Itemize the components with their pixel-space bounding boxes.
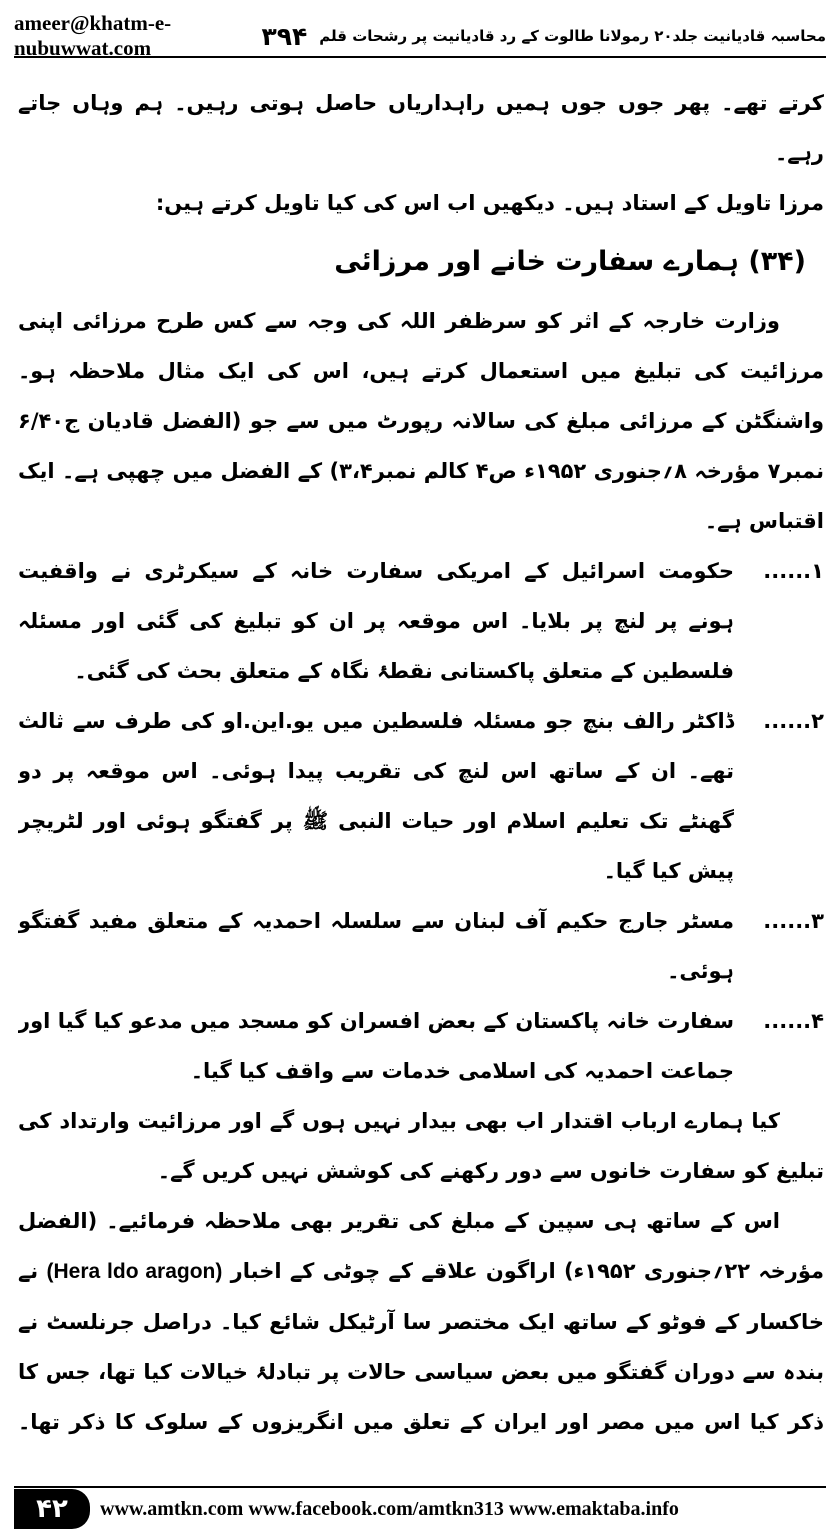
list-item-text: حکومت اسرائیل کے امریکی سفارت خانہ کے سیکرٹری نے واقفیت ہونے پر لنچ پر بلایا۔ اس موقعہ پر ان کو تبلیغ کی گئی اور مسئلہ فلسطین کے متعلق پاکستانی نقطۂ نگاہ کے متعلق بحث کی گئی۔ — [18, 559, 734, 683]
list-item-number: ۱...... — [763, 559, 824, 583]
list-item — [18, 896, 824, 996]
page-content — [18, 78, 824, 1440]
header-email: ameer@khatm-e-nubuwwat.com — [14, 11, 172, 60]
paragraph-1: کرتے تھے۔ پھر جوں جوں ہمیں راہداریاں حاصل ہوتی رہیں۔ ہم وہاں جاتے رہے۔ — [18, 91, 824, 165]
list-item-number: ۲...... — [763, 709, 824, 733]
page-header — [14, 11, 826, 60]
footer-links: www.amtkn.com www.facebook.com/amtkn313 www.emaktaba.info — [100, 1497, 679, 1520]
page-footer — [14, 1486, 826, 1530]
paragraph-4: کیا ہمارے ارباب اقتدار اب بھی بیدار نہیں ہوں گے اور مرزائیت وارتداد کی تبلیغ کو سفارت خانوں سے دور رکھنے کی کوشش نہیں کریں گے۔ — [18, 1109, 824, 1183]
header-title-group — [262, 22, 826, 51]
paragraph-3: وزارت خارجہ کے اثر کو سرظفر اللہ کی وجہ سے کس طرح مرزائی اپنی مرزائیت کی تبلیغ میں استعمال کرتے ہیں، اس کی ایک مثال ملاحظہ ہو۔ واشنگٹن کے مرزائی مبلغ کی سالانہ رپورٹ میں سے جو (الفضل قادیان ج۶/۴۰ نمبر۷ مؤرخہ ۸؍جنوری ۱۹۵۲ء ص۴ کالم نمبر۳،۴) کے الفضل میں چھپی ہے۔ ایک اقتباس ہے۔ — [18, 309, 824, 533]
section-heading: (۳۴) ہمارے سفارت خانے اور مرزائی — [334, 246, 806, 277]
list-item-number: ۴...... — [763, 1009, 824, 1033]
paragraph-5-end: نے خاکسار کے فوٹو کے ساتھ ایک مختصر سا آرٹیکل شائع کیا۔ دراصل جرنلسٹ نے بندہ سے دوران گفتگو میں بعض سیاسی حالات پر تبادلۂ خیالات کیا تھا، جس کا ذکر کیا اس میں مصر اور ایران کے تعلق میں انگریزوں کے سلوک کا ذکر تھا۔ — [18, 1259, 824, 1434]
list-item-number: ۳...... — [763, 909, 824, 933]
list-item — [18, 996, 824, 1096]
paragraph-2: مرزا تاویل کے استاد ہیں۔ دیکھیں اب اس کی کیا تاویل کرتے ہیں: — [155, 191, 824, 215]
paragraph-5-start: اس کے ساتھ ہی سپین کے مبلغ کی تقریر بھی ملاحظہ فرمائیے۔ (الفضل مؤرخہ ۲۲؍جنوری ۱۹۵۲ء) اراگون علاقے کے چوٹی کے اخبار — [18, 1209, 824, 1283]
list-item-text: مسٹر جارج حکیم آف لبنان سے سلسلہ احمدیہ کے متعلق مفید گفتگو ہوئی۔ — [18, 909, 734, 983]
list-item-text: سفارت خانہ پاکستان کے بعض افسران کو مسجد میں مدعو کیا گیا اور جماعت احمدیہ کی اسلامی خدمات سے واقف کیا گیا۔ — [18, 1009, 734, 1083]
newspaper-name: (Hera ldo aragon) — [46, 1260, 223, 1283]
paragraph-5 — [18, 1196, 824, 1440]
footer-page-badge: ۴۲ — [14, 1489, 90, 1529]
list-item-text: ڈاکٹر رالف بنچ جو مسئلہ فلسطین میں یو.این.او کی طرف سے ثالث تھے۔ ان کے ساتھ اس لنچ کی تقریب پیدا ہوئی۔ اس موقعہ پر دو گھنٹے تک تعلیم اسلام اور حیات النبی ﷺ پر گفتگو ہوئی اور لٹریچر پیش کیا گیا۔ — [18, 709, 734, 883]
list-item — [18, 546, 824, 696]
page-number: ۳۹۴ — [261, 21, 308, 51]
book-title: محاسبہ قادیانیت جلد۲۰ رمولانا طالوت کے رد قادیانیت پر رشحات قلم — [319, 27, 826, 45]
list-item — [18, 696, 824, 896]
